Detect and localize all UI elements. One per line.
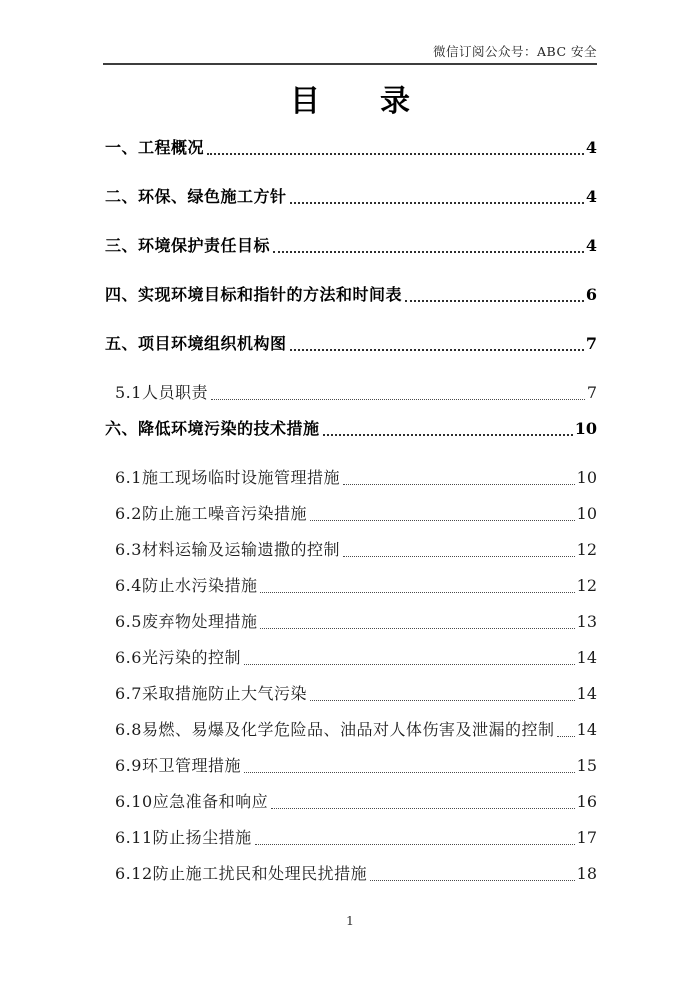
dot-leader xyxy=(211,399,585,400)
dot-leader xyxy=(343,484,575,485)
page-number: 1 xyxy=(346,913,354,928)
toc-entry-page: 7 xyxy=(585,334,597,353)
toc-entry[interactable] xyxy=(105,333,597,355)
toc-entry[interactable] xyxy=(105,186,597,208)
dot-leader xyxy=(310,700,575,701)
toc-entry-page: 12 xyxy=(576,576,597,595)
toc-entry-label: 四、实现环境目标和指针的方法和时间表 xyxy=(105,285,403,304)
page-header xyxy=(103,0,597,65)
dot-leader xyxy=(207,153,584,155)
toc-entry-page: 15 xyxy=(576,756,597,775)
toc-entry[interactable] xyxy=(105,284,597,306)
toc-entry-label: 6.9环卫管理措施 xyxy=(115,756,241,775)
toc-entry-label: 三、环境保护责任目标 xyxy=(105,236,271,255)
toc-entry-page: 14 xyxy=(576,720,597,739)
toc-entry[interactable] xyxy=(105,827,597,849)
toc-entry-page: 7 xyxy=(586,383,597,402)
toc-entry-page: 17 xyxy=(576,828,597,847)
toc-entry-label: 6.11防止扬尘措施 xyxy=(115,828,252,847)
toc-entry-label: 五、项目环境组织机构图 xyxy=(105,334,287,353)
toc-entry-page: 16 xyxy=(576,792,597,811)
toc-entry-label: 6.2防止施工噪音污染措施 xyxy=(115,504,307,523)
page-footer xyxy=(0,913,700,928)
dot-leader xyxy=(273,251,584,253)
toc-entry-page: 6 xyxy=(585,285,597,304)
toc-entry[interactable] xyxy=(105,382,597,404)
dot-leader xyxy=(405,300,584,302)
toc-entry-page: 4 xyxy=(585,236,597,255)
toc-entry[interactable] xyxy=(105,719,597,741)
toc-entry-page: 12 xyxy=(576,540,597,559)
toc-entry-label: 6.6光污染的控制 xyxy=(115,648,241,667)
dot-leader xyxy=(255,844,575,845)
dot-leader xyxy=(244,772,575,773)
toc-entry[interactable] xyxy=(105,755,597,777)
toc-entry[interactable] xyxy=(105,647,597,669)
toc-entry[interactable] xyxy=(105,539,597,561)
toc-entry-label: 6.4防止水污染措施 xyxy=(115,576,258,595)
toc-entry-label: 6.8易燃、易爆及化学危险品、油品对人体伤害及泄漏的控制 xyxy=(115,720,555,739)
toc-entry-page: 13 xyxy=(576,612,597,631)
toc-entry-label: 6.5废弃物处理措施 xyxy=(115,612,258,631)
dot-leader xyxy=(271,808,575,809)
toc-entry-label: 6.1施工现场临时设施管理措施 xyxy=(115,468,340,487)
dot-leader xyxy=(323,434,573,436)
dot-leader xyxy=(260,628,574,629)
toc-entry-label: 5.1人员职责 xyxy=(115,383,208,402)
dot-leader xyxy=(370,880,575,881)
toc-entry-label: 六、降低环境污染的技术措施 xyxy=(105,419,320,438)
toc-entry[interactable] xyxy=(105,863,597,885)
toc-entry[interactable] xyxy=(105,137,597,159)
toc-entry-page: 4 xyxy=(585,187,597,206)
toc-entry[interactable] xyxy=(105,467,597,489)
toc-list xyxy=(105,137,597,885)
toc-entry-label: 一、工程概况 xyxy=(105,138,205,157)
toc-entry-page: 10 xyxy=(576,504,597,523)
toc-entry[interactable] xyxy=(105,235,597,257)
toc-entry-label: 6.12防止施工扰民和处理民扰措施 xyxy=(115,864,368,883)
dot-leader xyxy=(310,520,575,521)
toc-title: 目 录 xyxy=(290,84,410,119)
header-account-text: 微信订阅公众号：ABC 安全 xyxy=(433,44,597,59)
toc-entry[interactable] xyxy=(105,791,597,813)
toc-entry-label: 6.7采取措施防止大气污染 xyxy=(115,684,307,703)
toc-entry-page: 14 xyxy=(576,648,597,667)
toc-entry-page: 14 xyxy=(576,684,597,703)
toc-entry-label: 6.3材料运输及运输遗撒的控制 xyxy=(115,540,340,559)
toc-entry-label: 二、环保、绿色施工方针 xyxy=(105,187,287,206)
toc-entry-page: 10 xyxy=(574,419,597,438)
toc-entry-page: 4 xyxy=(585,138,597,157)
dot-leader xyxy=(244,664,575,665)
toc-entry[interactable] xyxy=(105,503,597,525)
toc-entry-label: 6.10应急准备和响应 xyxy=(115,792,269,811)
dot-leader xyxy=(343,556,575,557)
toc-entry[interactable] xyxy=(105,611,597,633)
dot-leader xyxy=(260,592,574,593)
toc-entry[interactable] xyxy=(105,683,597,705)
dot-leader xyxy=(290,202,584,204)
dot-leader xyxy=(290,349,584,351)
dot-leader xyxy=(557,736,574,737)
toc-entry-page: 18 xyxy=(576,864,597,883)
toc-entry-page: 10 xyxy=(576,468,597,487)
toc-entry[interactable] xyxy=(105,418,597,440)
toc-entry[interactable] xyxy=(105,575,597,597)
